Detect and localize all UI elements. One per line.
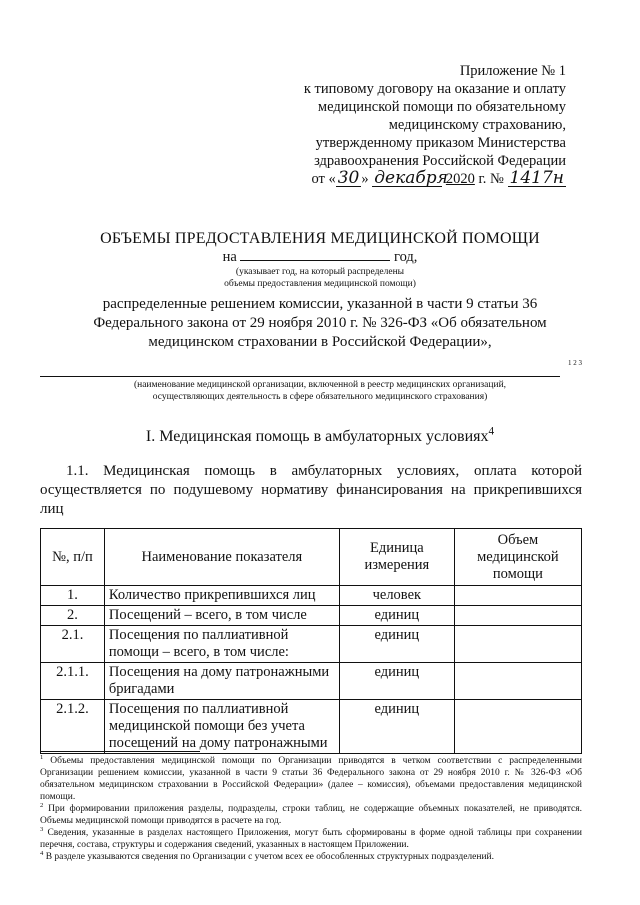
footnote-mark: 4 xyxy=(40,849,44,857)
table-row xyxy=(41,606,582,626)
row-value xyxy=(454,700,581,754)
row-number: 1. xyxy=(41,586,105,606)
footnotes xyxy=(40,755,582,863)
table-row xyxy=(41,626,582,663)
footnote xyxy=(40,755,582,803)
document-title: ОБЪЕМЫ ПРЕДОСТАВЛЕНИЯ МЕДИЦИНСКОЙ ПОМОЩИ xyxy=(100,230,540,247)
footnote-text: Объемы предоставления медицинской помощи по Организации приводятся в четком соответствии с распределенными Организации решением комиссии, указанной в части 9 статьи 36 Федерального закона от 29 ноября 2010 г. № 326-ФЗ «Об обязательном медицинском страховании в Российской Федерации» (далее – комиссия), объемами предоставления медицинской помощи. xyxy=(40,756,583,802)
appendix-line: здравоохранения Российской Федерации xyxy=(314,153,566,169)
handwritten-order-number: 1417н xyxy=(509,168,564,188)
row-number: 2. xyxy=(41,606,105,626)
subsection-paragraph: 1.1. Медицинская помощь в амбулаторных условиях, оплата которой осуществляется по подушевому нормативу финансирования на прикрепившихся лиц xyxy=(40,463,582,517)
footnote-mark: 1 xyxy=(40,753,44,761)
row-unit: единиц xyxy=(339,606,454,626)
header-number: №, п/п xyxy=(41,529,105,586)
row-unit: человек xyxy=(339,586,454,606)
table-row xyxy=(41,700,582,754)
appendix-line: к типовому договору на оказание и оплату xyxy=(303,81,566,97)
row-number: 2.1.1. xyxy=(41,663,105,700)
appendix-number: Приложение № 1 xyxy=(459,63,566,79)
appendix-line: медицинской помощи по обязательному xyxy=(317,99,566,115)
row-number: 2.1.2. xyxy=(41,700,105,754)
order-date-line xyxy=(266,170,566,188)
year-blank-field xyxy=(240,248,390,261)
organization-hint xyxy=(40,379,600,403)
header-unit: Единица измерения xyxy=(339,529,454,586)
organization-hint-line: (наименование медицинской организации, включенной в реестр медицинских организаций, xyxy=(133,380,507,390)
year-suffix: год, xyxy=(394,249,418,265)
year-prefix: на xyxy=(222,249,237,265)
row-unit: единиц xyxy=(339,663,454,700)
table-row xyxy=(41,663,582,700)
footnote-text: В разделе указываются сведения по Организации с учетом всех ее обособленных структурных подразделений. xyxy=(45,852,495,862)
row-value xyxy=(454,663,581,700)
org-footnote-marks: 1 2 3 xyxy=(568,359,582,367)
row-number: 2.1. xyxy=(41,626,105,663)
footnote xyxy=(40,827,582,851)
appendix-header xyxy=(266,62,566,188)
footnote xyxy=(40,851,582,863)
year-hint-line: объемы предоставления медицинской помощи) xyxy=(224,279,416,289)
date-prefix: от « xyxy=(311,171,336,187)
footnote-text: При формировании приложения разделы, подразделы, строки таблиц, не содержащие объемных показателей, не приводятся. Объемы медицинской помощи приводятся в расчете на год. xyxy=(40,804,583,826)
order-year: 2020 xyxy=(445,171,475,187)
row-value xyxy=(454,586,581,606)
footnote-mark: 2 xyxy=(40,801,44,809)
row-name: Посещения по паллиативной медицинской помощи без учета посещений на дому патронажными xyxy=(104,700,339,754)
date-suffix: г. № xyxy=(478,171,504,187)
row-name: Количество прикрепившихся лиц xyxy=(104,586,339,606)
row-value xyxy=(454,606,581,626)
appendix-line: медицинскому страхованию, xyxy=(388,117,566,133)
document-description: распределенные решением комиссии, указанной в части 9 статьи 36 Федерального закона от 29 ноября 2010 г. № 326-ФЗ «Об обязательном медицинском страховании в Российской Федерации», xyxy=(93,296,547,350)
row-unit: единиц xyxy=(339,626,454,663)
footnote xyxy=(40,803,582,827)
handwritten-month: декабря xyxy=(374,168,448,188)
row-value xyxy=(454,626,581,663)
appendix-line: утвержденному приказом Министерства xyxy=(315,135,566,151)
year-hint xyxy=(0,266,640,290)
organization-hint-line: осуществляющих деятельность в сфере обязательного медицинского страхования) xyxy=(152,392,488,402)
year-line xyxy=(0,248,640,266)
footnote-divider xyxy=(40,751,200,752)
header-indicator-name: Наименование показателя xyxy=(104,529,339,586)
table-row xyxy=(41,586,582,606)
year-hint-line: (указывает год, на который распределены xyxy=(235,267,405,277)
footnote-text: Сведения, указанные в разделах настоящего Приложения, могут быть сформированы в форме одной таблицы при сохранении перечня, состава, структуры и содержания сведений, указанных в настоящем Приложении. xyxy=(40,828,583,850)
row-name: Посещения по паллиативной помощи – всего, в том числе: xyxy=(104,626,339,663)
organization-blank-line xyxy=(40,376,560,377)
section-title: I. Медицинская помощь в амбулаторных условиях xyxy=(145,428,489,445)
header-volume: Объем медицинской помощи xyxy=(454,529,581,586)
footnote-mark: 3 xyxy=(40,825,44,833)
row-name: Посещений – всего, в том числе xyxy=(104,606,339,626)
table-header-row xyxy=(41,529,582,586)
handwritten-day: 30 xyxy=(337,168,360,188)
section-footnote-mark: 4 xyxy=(488,425,495,438)
section-heading xyxy=(0,425,640,446)
indicators-table xyxy=(40,528,582,754)
row-unit: единиц xyxy=(339,700,454,754)
row-name: Посещения на дому патронажными бригадами xyxy=(104,663,339,700)
date-mid: » xyxy=(361,171,369,187)
